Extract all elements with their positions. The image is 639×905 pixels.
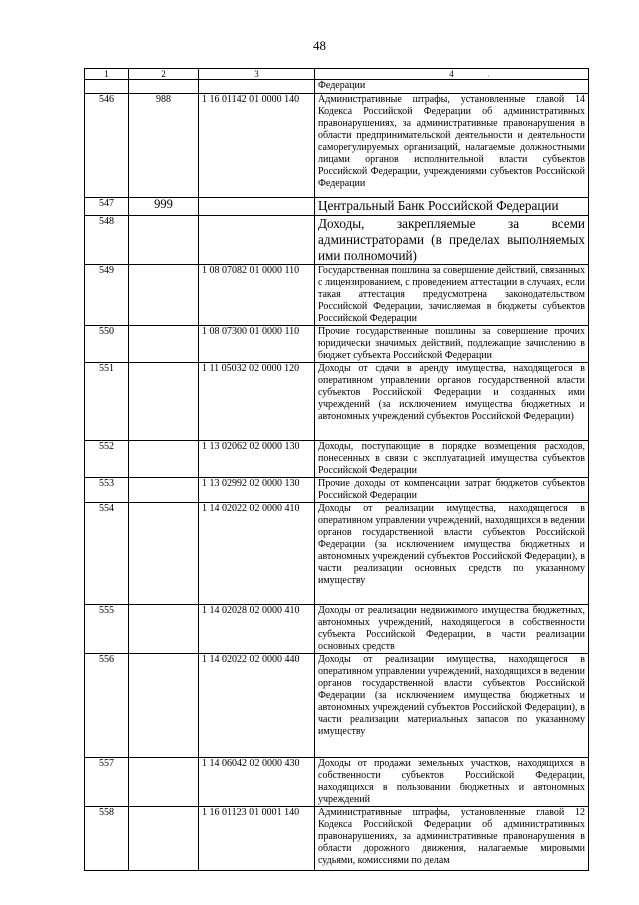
- row-admin-code: [129, 605, 199, 654]
- row-budget-code: [199, 80, 315, 94]
- table-row: [85, 605, 589, 654]
- row-budget-code: 1 08 07300 01 0000 110: [199, 326, 315, 363]
- scan-speck: ·: [487, 72, 490, 81]
- column-header-4: 4: [315, 69, 589, 80]
- row-admin-code: [129, 478, 199, 503]
- row-description: Доходы от продажи земельных участков, находящихся в собственности субъектов Российской Федерации, находящихся в пользовании бюджетных и автономных учреждений: [315, 758, 589, 807]
- row-number: 554: [85, 503, 129, 605]
- row-number: [85, 80, 129, 94]
- table-row: [85, 441, 589, 478]
- row-admin-code: [129, 503, 199, 605]
- table-row: [85, 265, 589, 326]
- row-description: Государственная пошлина за совершение действий, связанных с лицензированием, с проведением аттестации в случаях, если такая аттестация предусмотрена законодательством Российской Федерации, зачисляемая в бюджеты субъектов Российской Федерации: [315, 265, 589, 326]
- row-admin-code: [129, 807, 199, 871]
- table-row: [85, 478, 589, 503]
- table-header-row: [85, 69, 589, 80]
- table-row: [85, 503, 589, 605]
- table-row: [85, 80, 589, 94]
- row-admin-code: [129, 216, 199, 265]
- row-budget-code: 1 14 02022 02 0000 410: [199, 503, 315, 605]
- row-number: 552: [85, 441, 129, 478]
- row-description: Доходы от сдачи в аренду имущества, находящегося в оперативном управлении органов государственной власти субъектов Российской Федерации и созданных ими учреждений (за исключением имущества бюджетных и автономных учреждений субъектов Российской Федерации): [315, 363, 589, 441]
- row-admin-code: [129, 80, 199, 94]
- page-number: 48: [313, 38, 326, 53]
- row-number: 547: [85, 198, 129, 216]
- row-description: Доходы, закрепляемые за всеми администраторами (в пределах выполняемых ими полномочий): [315, 216, 589, 265]
- row-number: 551: [85, 363, 129, 441]
- row-description: Федерации: [315, 80, 589, 94]
- row-description: Доходы, поступающие в порядке возмещения расходов, понесенных в связи с эксплуатацией имущества субъектов Российской Федерации: [315, 441, 589, 478]
- row-budget-code: 1 13 02992 02 0000 130: [199, 478, 315, 503]
- row-budget-code: 1 08 07082 01 0000 110: [199, 265, 315, 326]
- row-number: 556: [85, 654, 129, 758]
- row-description: Центральный Банк Российской Федерации: [315, 198, 589, 216]
- row-description: Доходы от реализации имущества, находящегося в оперативном управлении учреждений, находящихся в ведении органов государственной власти субъектов Российской Федерации (за исключением имущества бюджетных и автономных учреждений субъектов Российской Федерации), в части реализации материальных запасов по указанному имуществу: [315, 654, 589, 758]
- row-description: Прочие доходы от компенсации затрат бюджетов субъектов Российской Федерации: [315, 478, 589, 503]
- table-row: [85, 807, 589, 871]
- row-admin-code: [129, 758, 199, 807]
- table-row: [85, 654, 589, 758]
- row-admin-code: 988: [129, 94, 199, 198]
- row-admin-code: [129, 363, 199, 441]
- row-description: Административные штрафы, установленные главой 12 Кодекса Российской Федерации об административных правонарушениях, за административные правонарушения в области дорожного движения, налагаемые мировыми судьями, комиссиями по делам: [315, 807, 589, 871]
- table-row: [85, 326, 589, 363]
- column-header-1: 1: [85, 69, 129, 80]
- row-budget-code: 1 13 02062 02 0000 130: [199, 441, 315, 478]
- row-budget-code: 1 16 01123 01 0001 140: [199, 807, 315, 871]
- row-number: 548: [85, 216, 129, 265]
- row-admin-code: [129, 654, 199, 758]
- column-header-3: 3: [199, 69, 315, 80]
- table-row: [85, 758, 589, 807]
- row-number: 550: [85, 326, 129, 363]
- table-row: [85, 363, 589, 441]
- row-admin-code: [129, 441, 199, 478]
- table-row: [85, 94, 589, 198]
- row-description: Прочие государственные пошлины за совершение прочих юридически значимых действий, подлежащие зачислению в бюджет субъекта Российской Федерации: [315, 326, 589, 363]
- row-admin-code: [129, 265, 199, 326]
- row-budget-code: [199, 216, 315, 265]
- row-description: Административные штрафы, установленные главой 14 Кодекса Российской Федерации об административных правонарушениях, за административные правонарушения в области предпринимательской деятельности и деятельности саморегулируемых организаций, налагаемые должностными лицами органов исполнительной власти субъектов Российской Федерации, учреждениями субъектов Российской Федерации: [315, 94, 589, 198]
- row-budget-code: 1 16 01142 01 0000 140: [199, 94, 315, 198]
- row-budget-code: [199, 198, 315, 216]
- row-budget-code: 1 14 06042 02 0000 430: [199, 758, 315, 807]
- row-admin-code: 999: [129, 198, 199, 216]
- row-budget-code: 1 14 02022 02 0000 440: [199, 654, 315, 758]
- row-admin-code: [129, 326, 199, 363]
- table-row: [85, 216, 589, 265]
- row-number: 555: [85, 605, 129, 654]
- table-row: [85, 198, 589, 216]
- row-number: 557: [85, 758, 129, 807]
- row-number: 558: [85, 807, 129, 871]
- revenue-table: [84, 68, 589, 871]
- row-budget-code: 1 11 05032 02 0000 120: [199, 363, 315, 441]
- row-description: Доходы от реализации недвижимого имущества бюджетных, автономных учреждений, находящегося в собственности субъекта Российской Федерации, в части реализации основных средств: [315, 605, 589, 654]
- row-number: 549: [85, 265, 129, 326]
- row-description: Доходы от реализации имущества, находящегося в оперативном управлении учреждений, находящихся в ведении органов государственной власти субъектов Российской Федерации (за исключением имущества бюджетных и автономных учреждений субъектов Российской Федерации), в части реализации основных средств по указанному имуществу: [315, 503, 589, 605]
- column-header-2: 2: [129, 69, 199, 80]
- row-budget-code: 1 14 02028 02 0000 410: [199, 605, 315, 654]
- row-number: 546: [85, 94, 129, 198]
- row-number: 553: [85, 478, 129, 503]
